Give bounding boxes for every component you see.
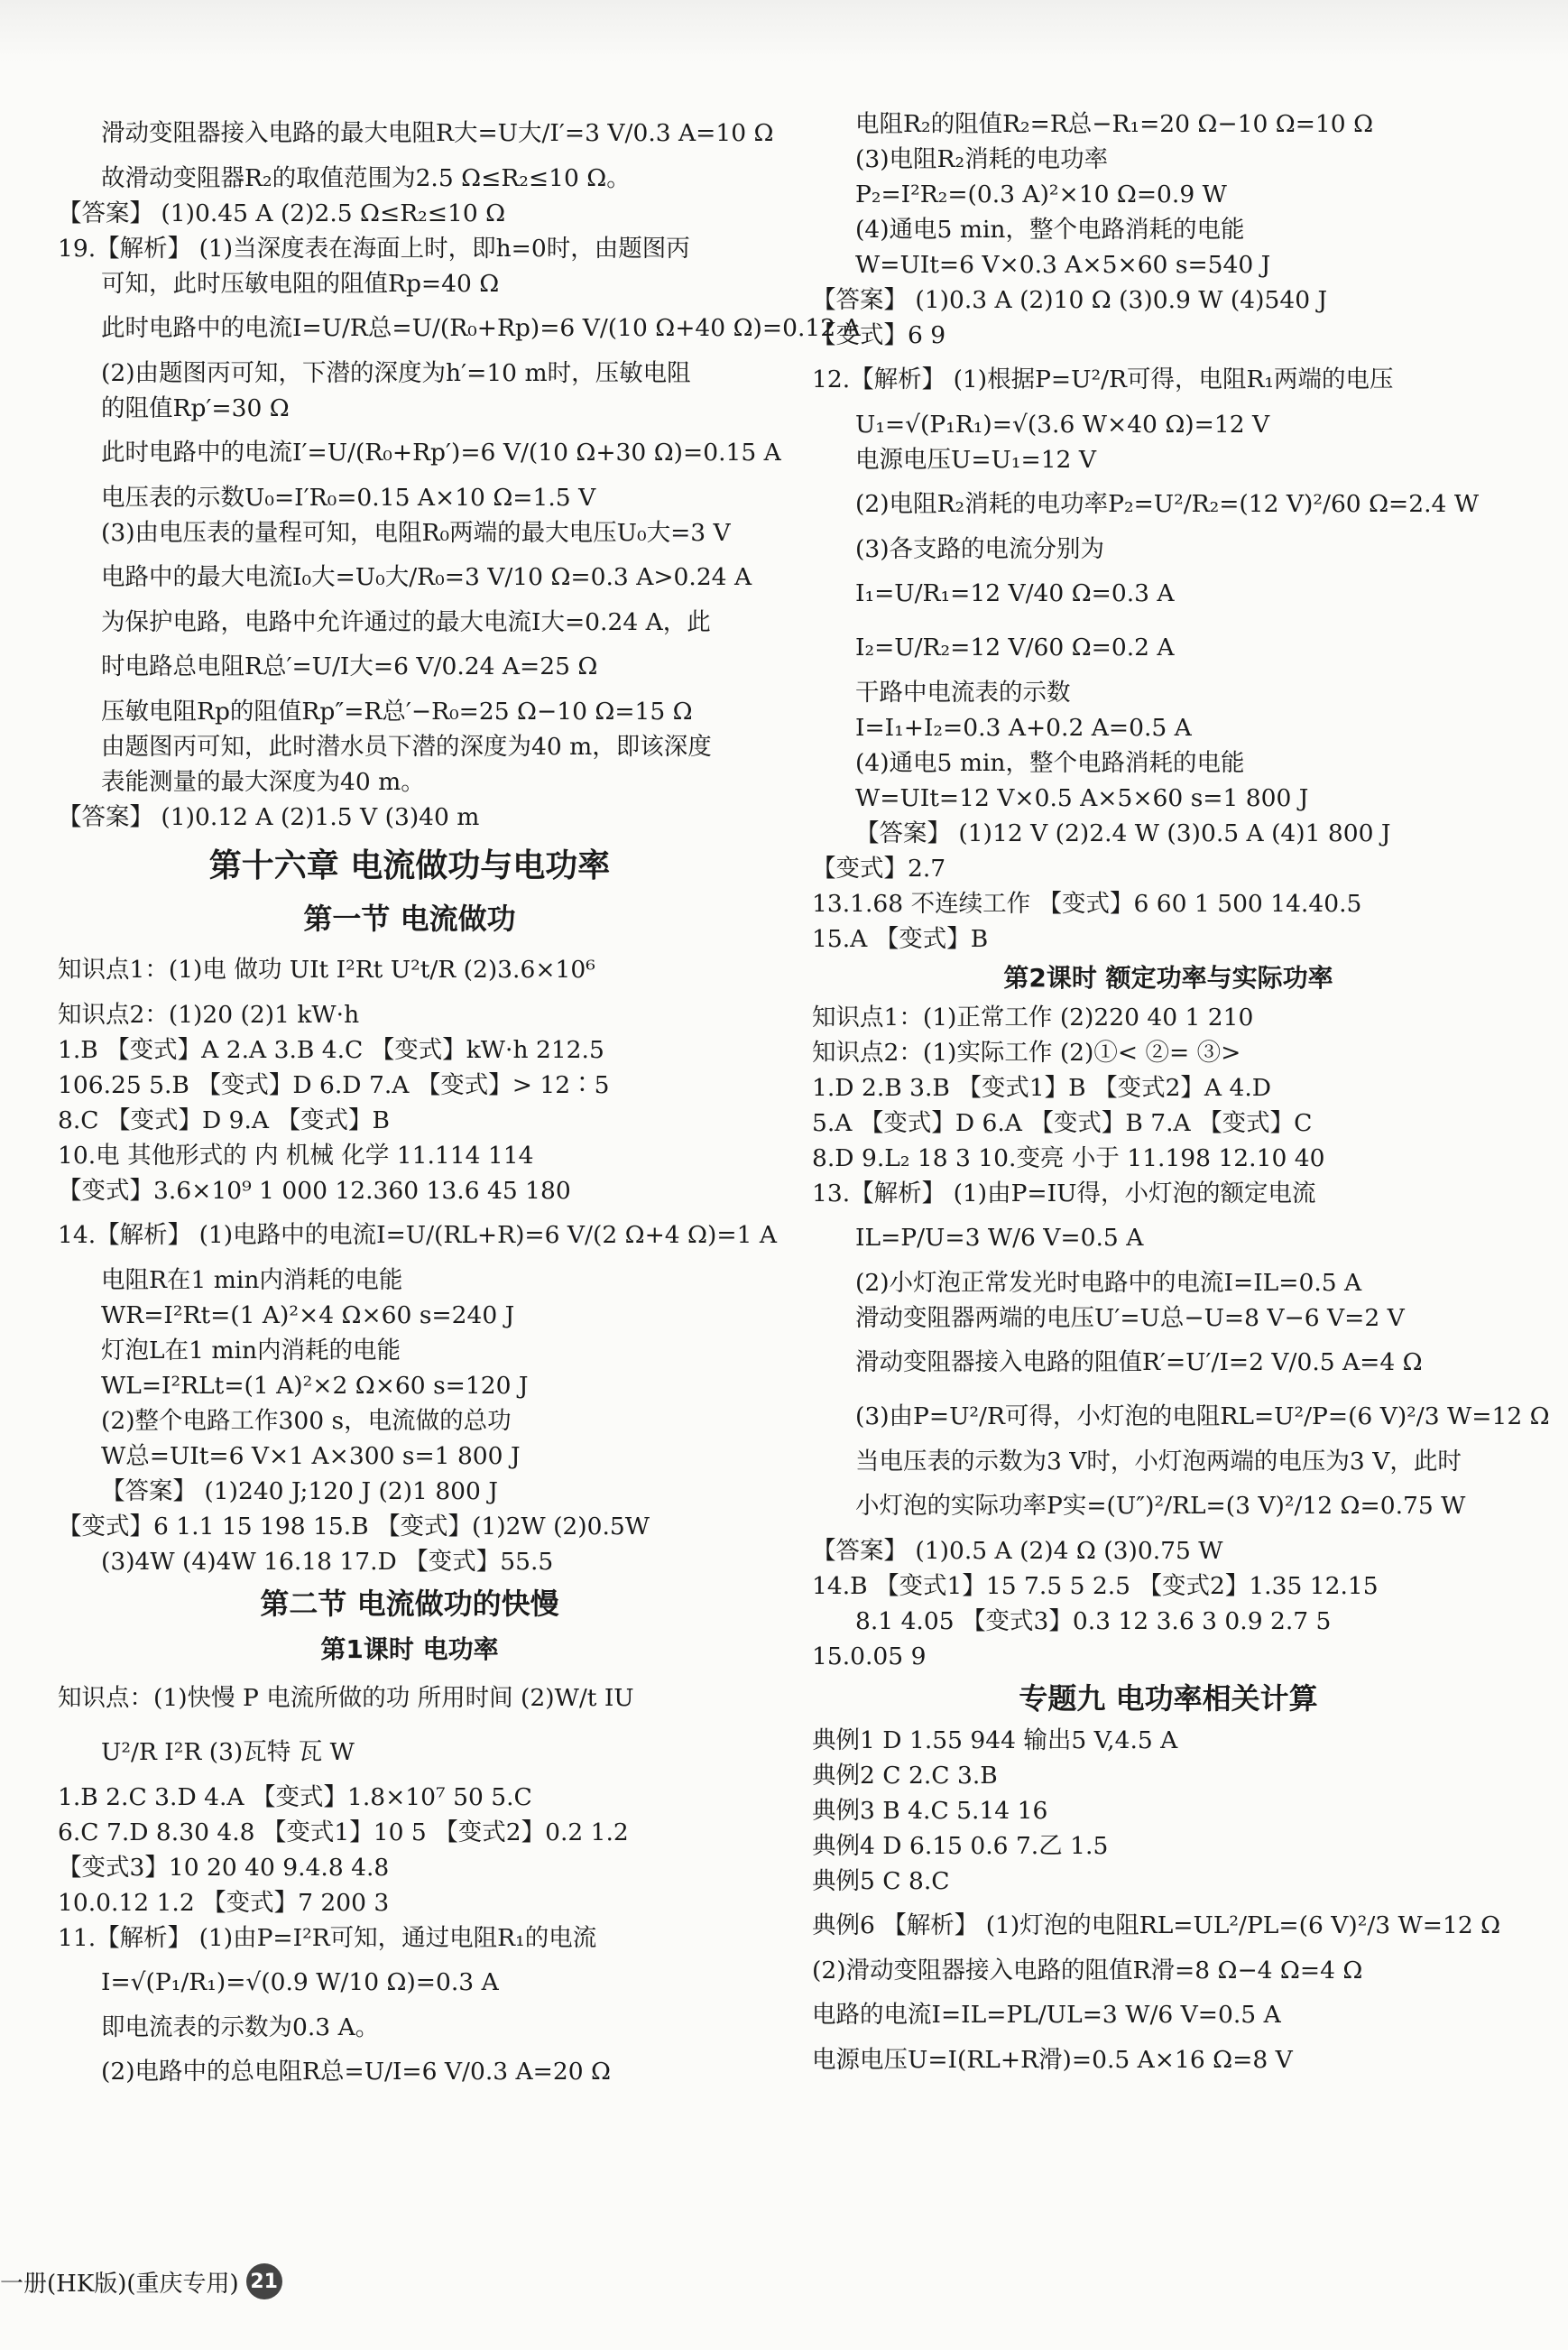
text-line: (3)电阻R₂消耗的电功率 [855, 145, 1109, 173]
chapter-heading: 第十六章 电流做功与电功率 [208, 847, 611, 884]
text-line: 典例2 C 2.C 3.B [812, 1762, 998, 1790]
text-line: 10.0.12 1.2 【变式】7 200 3 [58, 1889, 390, 1917]
text-line: (3)由P=U²/R可得，小灯泡的电阻RL=U²/P=(6 V)²/3 W=12 Ω [855, 1402, 1550, 1430]
lesson-heading: 第1课时 电功率 [320, 1634, 499, 1664]
text-line: (3)各支路的电流分别为 [855, 535, 1105, 563]
text-line: 14.B 【变式1】15 7.5 5 2.5 【变式2】1.35 12.15 [812, 1572, 1379, 1600]
text-line: 【变式】6 9 [812, 321, 946, 349]
text-line: 14.【解析】 (1)电路中的电流I=U/(RL+R)=6 V/(2 Ω+4 Ω)=1 A [58, 1221, 777, 1249]
text-line: (4)通电5 min，整个电路消耗的电能 [855, 749, 1245, 777]
text-line: (2)由题图丙可知，下潜的深度为h′=10 m时，压敏电阻 [101, 359, 691, 387]
text-line: 表能测量的最大深度为40 m。 [101, 768, 425, 796]
text-line: 压敏电阻Rp的阻值Rp″=R总′−R₀=25 Ω−10 Ω=15 Ω [101, 698, 693, 726]
lesson-heading: 第2课时 额定功率与实际功率 [1003, 963, 1333, 993]
text-line: (3)4W (4)4W 16.18 17.D 【变式】55.5 [101, 1548, 554, 1576]
text-line: 滑动变阻器接入电路的阻值R′=U′/I=2 V/0.5 A=4 Ω [855, 1348, 1423, 1376]
text-line: W=UIt=6 V×0.3 A×5×60 s=540 J [855, 251, 1271, 279]
text-line: 电源电压U=U₁=12 V [855, 446, 1096, 474]
text-line: 电路中的最大电流I₀大=U₀大/R₀=3 V/10 Ω=0.3 A>0.24 A [101, 563, 752, 591]
text-line: 8.D 9.L₂ 18 3 10.变亮 小于 11.198 12.10 40 [812, 1144, 1325, 1172]
text-line: 【答案】 (1)0.45 A (2)2.5 Ω≤R₂≤10 Ω [58, 199, 506, 227]
text-line: 知识点2：(1)20 (2)1 kW·h [58, 1001, 360, 1029]
section-heading: 专题九 电功率相关计算 [1019, 1681, 1318, 1716]
left-column [58, 106, 861, 2099]
text-line: 8.1 4.05 【变式3】0.3 12 3.6 3 0.9 2.7 5 [855, 1607, 1332, 1635]
text-line: 【答案】 (1)0.3 A (2)10 Ω (3)0.9 W (4)540 J [812, 286, 1328, 314]
text-line: (2)电阻R₂消耗的电功率P₂=U²/R₂=(12 V)²/60 Ω=2.4 W [855, 490, 1480, 518]
text-line: 电源电压U=I(RL+R滑)=0.5 A×16 Ω=8 V [812, 2046, 1293, 2074]
text-line: 12.【解析】 (1)根据P=U²/R可得，电阻R₁两端的电压 [812, 365, 1394, 393]
text-line: 典例5 C 8.C [812, 1867, 950, 1895]
text-line: 灯泡L在1 min内消耗的电能 [101, 1337, 401, 1365]
text-line: 知识点：(1)快慢 P 电流所做的功 所用时间 (2)W/t IU [58, 1684, 634, 1712]
text-line: 时电路总电阻R总′=U/I大=6 V/0.24 A=25 Ω [101, 652, 598, 680]
text-line: IL=P/U=3 W/6 V=0.5 A [855, 1224, 1144, 1252]
text-line: (2)电路中的总电阻R总=U/I=6 V/0.3 A=20 Ω [101, 2058, 612, 2086]
text-line: 典例6 【解析】 (1)灯泡的电阻RL=UL²/PL=(6 V)²/3 W=12 Ω [812, 1911, 1501, 1939]
text-line: I=√(P₁/R₁)=√(0.9 W/10 Ω)=0.3 A [101, 1968, 499, 1996]
text-line: 干路中电流表的示数 [855, 679, 1071, 707]
text-line: 106.25 5.B 【变式】D 6.D 7.A 【变式】> 12∶5 [58, 1071, 610, 1099]
text-line: 此时电路中的电流I=U/R总=U/(R₀+Rp)=6 V/(10 Ω+40 Ω)=0.12 A [101, 314, 861, 342]
text-line: 【答案】 (1)240 J;120 J (2)1 800 J [101, 1477, 498, 1505]
text-line: 为保护电路，电路中允许通过的最大电流I大=0.24 A，此 [101, 608, 711, 636]
text-line: 6.C 7.D 8.30 4.8 【变式1】10 5 【变式2】0.2 1.2 [58, 1818, 629, 1846]
page-number-badge: 21 [246, 2263, 282, 2299]
text-line: 电压表的示数U₀=I′R₀=0.15 A×10 Ω=1.5 V [101, 484, 596, 512]
text-line: 10.电 其他形式的 内 机械 化学 11.114 114 [58, 1142, 534, 1170]
text-line: 【变式】3.6×10⁹ 1 000 12.360 13.6 45 180 [58, 1177, 571, 1205]
text-line: 【变式】6 1.1 15 198 15.B 【变式】(1)2W (2)0.5W [58, 1513, 650, 1540]
text-line: P₂=I²R₂=(0.3 A)²×10 Ω=0.9 W [855, 180, 1227, 208]
text-line: 典例3 B 4.C 5.14 16 [812, 1797, 1048, 1825]
text-line: 即电流表的示数为0.3 A。 [101, 2013, 380, 2041]
text-line: 此时电路中的电流I′=U/(R₀+Rp′)=6 V/(10 Ω+30 Ω)=0.15 A [101, 439, 781, 467]
text-line: 电阻R在1 min内消耗的电能 [101, 1266, 403, 1294]
text-line: 故滑动变阻器R₂的取值范围为2.5 Ω≤R₂≤10 Ω。 [101, 164, 631, 192]
text-line: 典例1 D 1.55 944 输出5 V,4.5 A [812, 1726, 1178, 1754]
text-line: 【变式3】10 20 40 9.4.8 4.8 [58, 1854, 390, 1882]
text-line: 15.A 【变式】B [812, 925, 989, 953]
text-line: 电路的电流I=IL=PL/UL=3 W/6 V=0.5 A [812, 2001, 1281, 2029]
text-line: 【变式】2.7 [812, 855, 946, 883]
text-line: 【答案】 (1)12 V (2)2.4 W (3)0.5 A (4)1 800 J [855, 819, 1391, 847]
text-line: W=UIt=12 V×0.5 A×5×60 s=1 800 J [855, 784, 1309, 812]
text-line: 13.【解析】 (1)由P=IU得，小灯泡的额定电流 [812, 1180, 1316, 1207]
text-line: 【答案】 (1)0.12 A (2)1.5 V (3)40 m [58, 803, 480, 831]
text-line: (4)通电5 min，整个电路消耗的电能 [855, 216, 1245, 244]
text-line: 1.D 2.B 3.B 【变式1】B 【变式2】A 4.D [812, 1074, 1272, 1102]
text-line: U₁=√(P₁R₁)=√(3.6 W×40 Ω)=12 V [855, 411, 1270, 439]
text-line: (2)整个电路工作300 s，电流做的总功 [101, 1407, 512, 1435]
text-line: 当电压表的示数为3 V时，小灯泡两端的电压为3 V，此时 [855, 1448, 1462, 1476]
text-line: 11.【解析】 (1)由P=I²R可知，通过电阻R₁的电流 [58, 1924, 597, 1952]
text-line: 小灯泡的实际功率P实=(U″)²/RL=(3 V)²/12 Ω=0.75 W [855, 1492, 1466, 1520]
text-line: WR=I²Rt=(1 A)²×4 Ω×60 s=240 J [101, 1301, 515, 1329]
text-line: 的阻值Rp′=30 Ω [101, 394, 290, 422]
page-top-shade [0, 0, 1568, 63]
text-line: 5.A 【变式】D 6.A 【变式】B 7.A 【变式】C [812, 1109, 1313, 1137]
text-line: 知识点2：(1)实际工作 (2)①< ②= ③> [812, 1039, 1241, 1067]
section-heading: 第二节 电流做功的快慢 [260, 1587, 559, 1621]
text-line: (3)由电压表的量程可知，电阻R₀两端的最大电压U₀大=3 V [101, 519, 731, 547]
text-line: (2)滑动变阻器接入电路的阻值R滑=8 Ω−4 Ω=4 Ω [812, 1957, 1363, 1985]
text-line: 由题图丙可知，此时潜水员下潜的深度为40 m，即该深度 [101, 733, 712, 761]
footer-book-title: 一册(HK版)(重庆专用) [0, 2270, 239, 2298]
right-column [812, 106, 1550, 2077]
text-line: W总=UIt=6 V×1 A×300 s=1 800 J [101, 1442, 521, 1470]
text-line: 【答案】 (1)0.5 A (2)4 Ω (3)0.75 W [812, 1537, 1223, 1565]
text-line: 典例4 D 6.15 0.6 7.乙 1.5 [812, 1832, 1109, 1860]
text-line: I₂=U/R₂=12 V/60 Ω=0.2 A [855, 634, 1175, 662]
text-line: 知识点1：(1)电 做功 UIt I²Rt U²t/R (2)3.6×10⁶ [58, 956, 595, 984]
section-heading: 第一节 电流做功 [303, 902, 516, 936]
text-line: 19.【解析】 (1)当深度表在海面上时，即h=0时，由题图丙 [58, 235, 690, 263]
text-line: WL=I²RLt=(1 A)²×2 Ω×60 s=120 J [101, 1372, 529, 1400]
text-line: 1.B 2.C 3.D 4.A 【变式】1.8×10⁷ 50 5.C [58, 1783, 532, 1811]
text-line: I₁=U/R₁=12 V/40 Ω=0.3 A [855, 579, 1175, 607]
text-line: 15.0.05 9 [812, 1642, 927, 1670]
text-line: 电阻R₂的阻值R₂=R总−R₁=20 Ω−10 Ω=10 Ω [855, 110, 1374, 138]
text-line: (2)小灯泡正常发光时电路中的电流I=IL=0.5 A [855, 1269, 1362, 1297]
text-line: 8.C 【变式】D 9.A 【变式】B [58, 1106, 390, 1134]
text-line: 知识点1：(1)正常工作 (2)220 40 1 210 [812, 1004, 1254, 1032]
text-line: I=I₁+I₂=0.3 A+0.2 A=0.5 A [855, 714, 1192, 742]
text-line: 13.1.68 不连续工作 【变式】6 60 1 500 14.40.5 [812, 890, 1362, 918]
text-line: 滑动变阻器接入电路的最大电阻R大=U大/I′=3 V/0.3 A=10 Ω [101, 119, 774, 147]
text-line: U²/R I²R (3)瓦特 瓦 W [101, 1738, 355, 1766]
page-footer [0, 2262, 282, 2301]
text-line: 滑动变阻器两端的电压U′=U总−U=8 V−6 V=2 V [855, 1304, 1405, 1332]
text-line: 1.B 【变式】A 2.A 3.B 4.C 【变式】kW·h 212.5 [58, 1036, 604, 1064]
text-line: 可知，此时压敏电阻的阻值Rp=40 Ω [101, 270, 500, 298]
